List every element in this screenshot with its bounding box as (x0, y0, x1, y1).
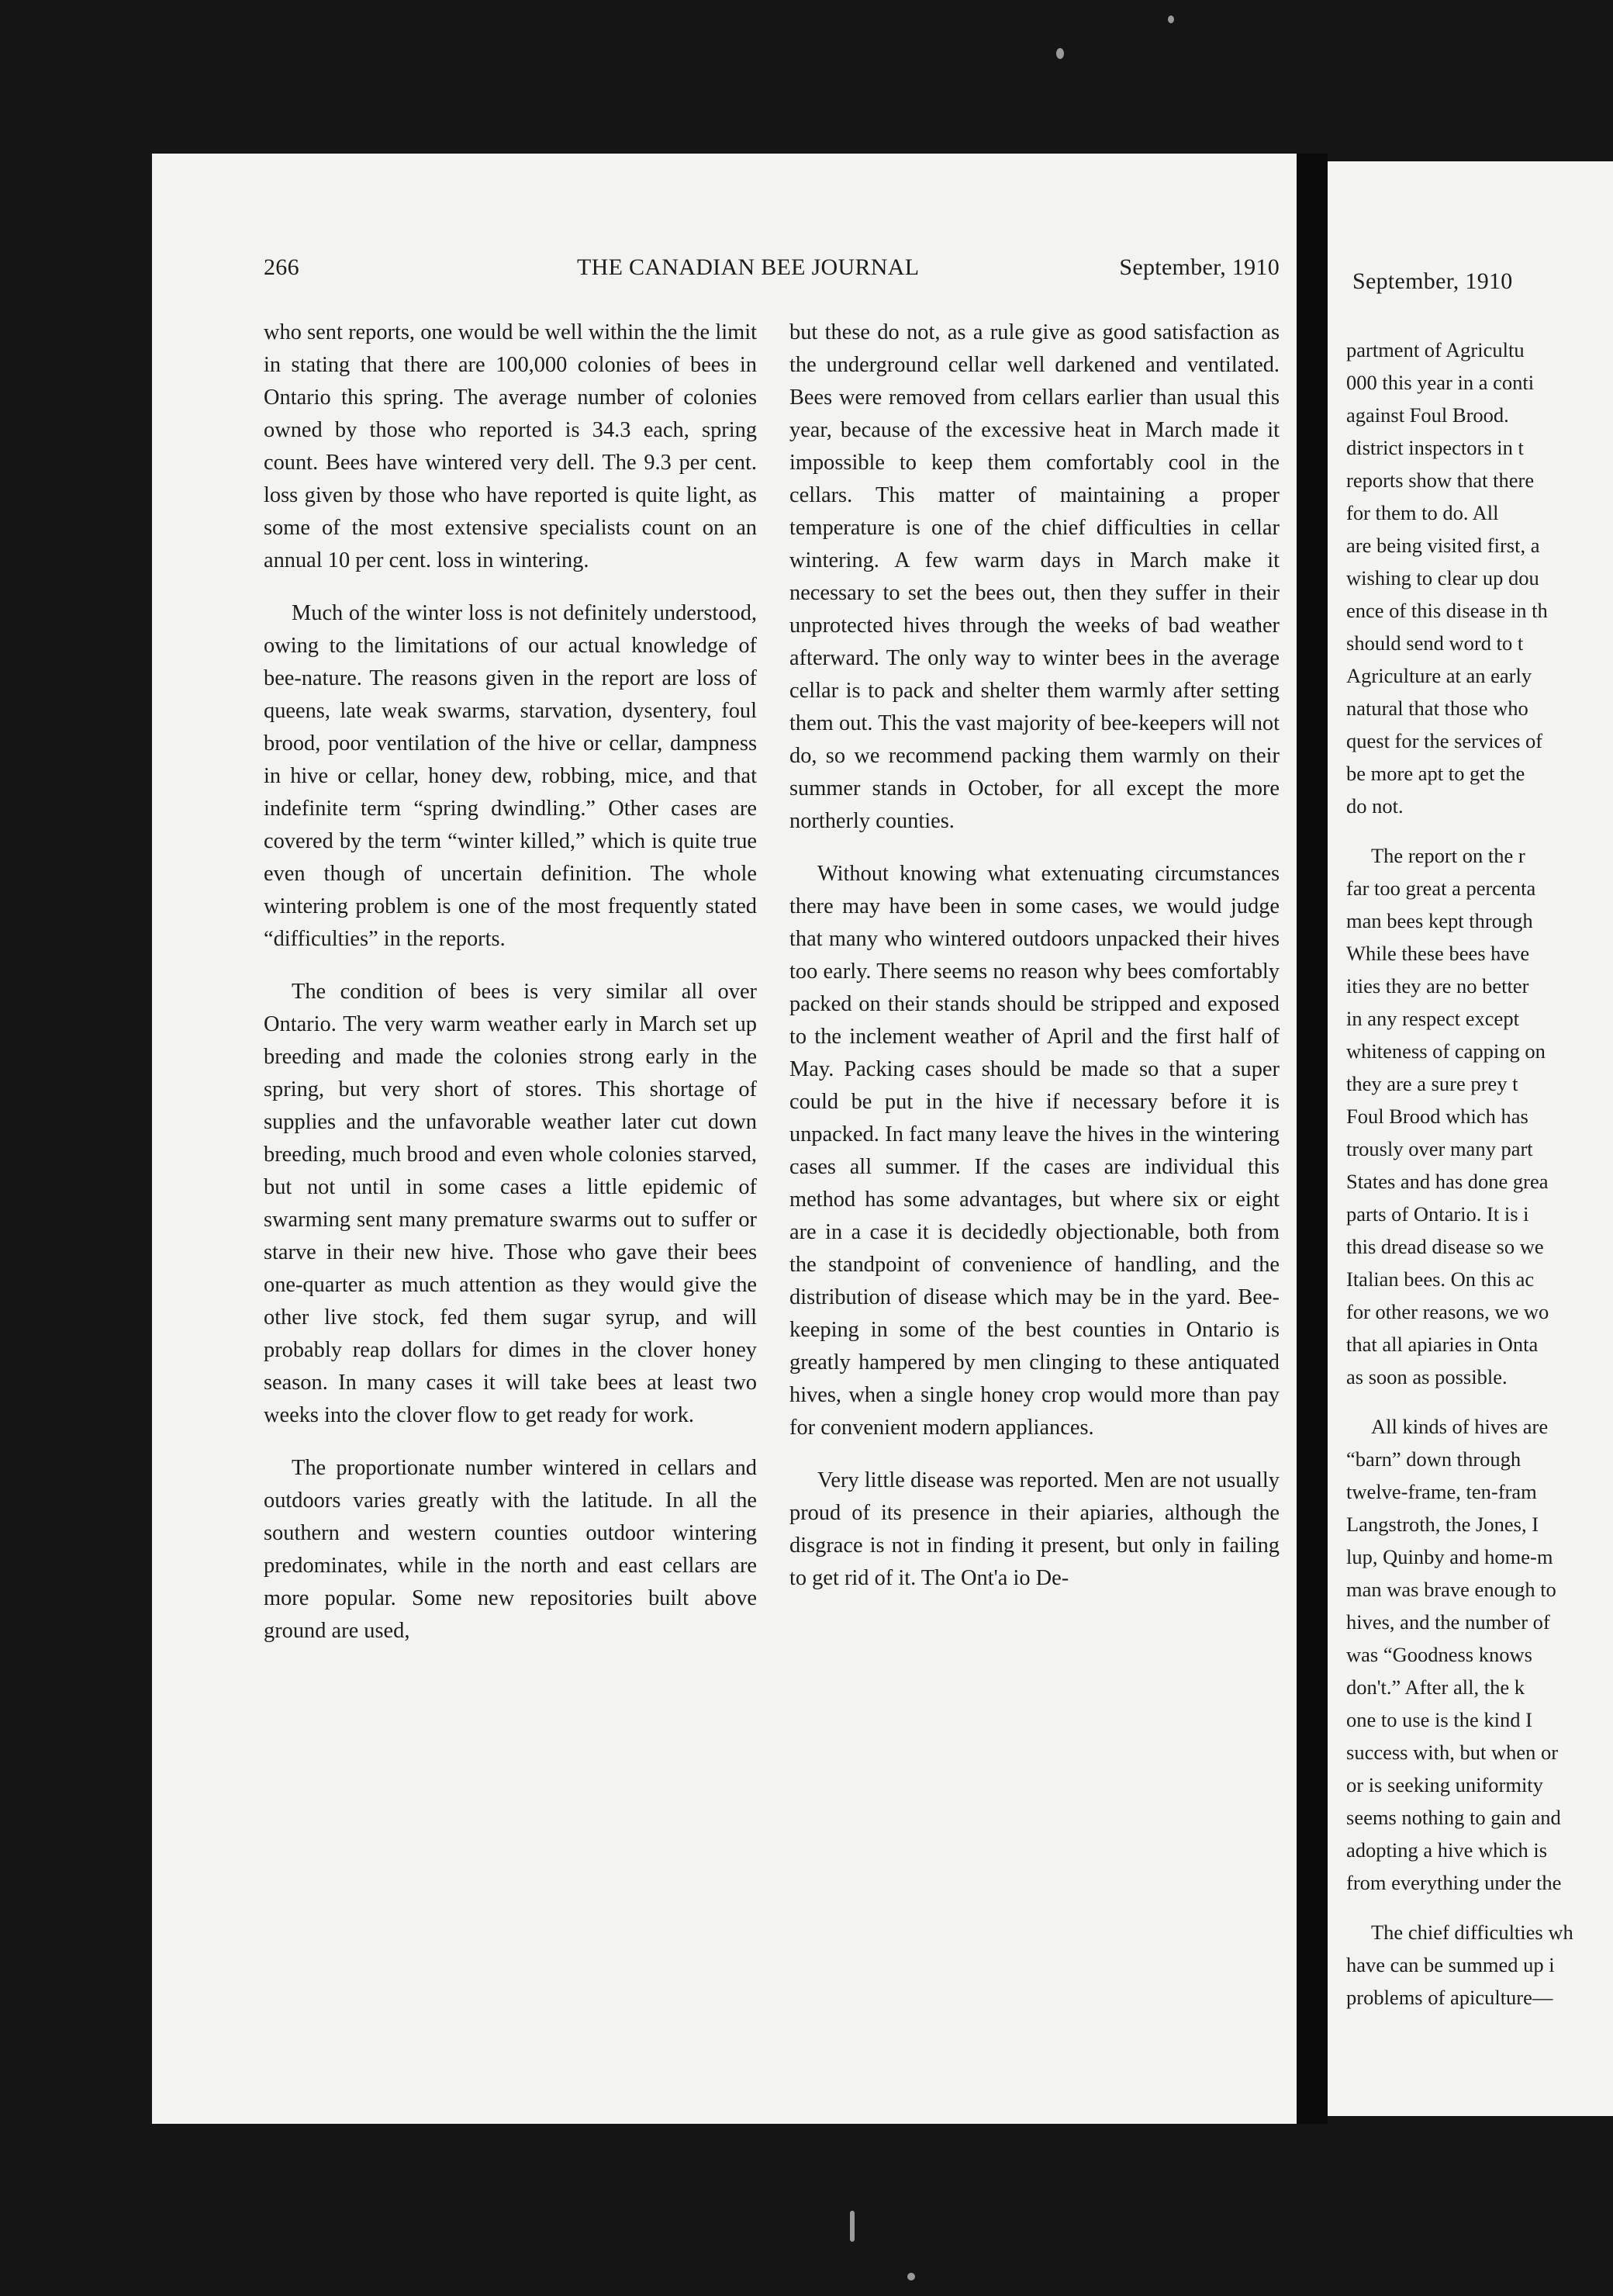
text-line: from everything under the (1346, 1871, 1562, 1894)
text-line: that all apiaries in Onta (1346, 1333, 1539, 1356)
text-line: man was brave enough to (1346, 1578, 1556, 1601)
text-line: far too great a percenta (1346, 877, 1536, 900)
paragraph: Much of the winter loss is not definitely understood, owing to the limitations of our actual knowledge of bee-nature. The reasons given in the report are loss of queens, late weak swarms, starvation, dysentery, foul brood, poor ventilation of the hive or cellar, dampness in hive or cellar, honey dew, robbing, mice, and that indefinite term “spring dwindling.” Other cases are covered by the term “winter killed,” which is quite true even though of uncertain definition. The whole wintering problem is one of the most frequently stated “difficulties” in the reports. (264, 601, 757, 951)
right-page-header (1352, 268, 1608, 307)
header-date: September, 1910 (1352, 268, 1513, 294)
text-line: do not. (1346, 794, 1404, 818)
paragraph: The proportionate number wintered in cellars and outdoors varies greatly with the latitude. In all the southern and western counties outdoor wintering predominates, while in the north and east cellars are more popular. Some new repositories built above ground are used, (264, 1456, 757, 1643)
paragraph: but these do not, as a rule give as good satisfaction as the underground cellar well darkened and ventilated. Bees were removed from cellars earlier than usual this year, because of the excessive heat in March made it impossible to keep them comfortably cool in the cellars. This matter of maintaining a proper temperature is one of the chief difficulties in cellar wintering. A few warm days in March make it necessary to set the bees out, then they suffer in their unprotected hives through the weeks of bad weather afterward. The only way to winter bees in the average cellar is to pack and shelter them warmly after setting them out. This the vast majority of bee-keepers will not do, so we recommend packing them warmly on their summer stands in October, for all except the more northerly counties. (789, 320, 1280, 833)
text-line: While these bees have (1346, 942, 1530, 965)
text-line: natural that those who (1346, 697, 1528, 720)
text-line: hives, and the number of (1346, 1610, 1550, 1634)
text-line: seems nothing to gain and (1346, 1806, 1561, 1829)
text-line: The report on the r (1371, 844, 1525, 867)
text-line: for other reasons, we wo (1346, 1300, 1549, 1323)
text-line: reports show that there (1346, 469, 1535, 492)
film-speck (1168, 16, 1174, 23)
article-column-2 (789, 316, 1280, 1615)
book-gutter (1297, 154, 1328, 2124)
paragraph: Very little disease was reported. Men are not usually proud of its presence in their apiaries, although the disgrace is not in finding it present, but only in failing to get rid of it. The Ont'a io De- (789, 1468, 1280, 1590)
text-line: parts of Ontario. It is i (1346, 1202, 1529, 1226)
text-line: don't.” After all, the k (1346, 1675, 1525, 1699)
paragraph (1346, 334, 1613, 822)
text-line: Foul Brood which has (1346, 1105, 1528, 1128)
paragraph (1346, 1916, 1613, 2014)
film-speck (1056, 48, 1064, 59)
text-line: trously over many part (1346, 1137, 1533, 1160)
text-line: are being visited first, a (1346, 534, 1540, 557)
text-line: Langstroth, the Jones, I (1346, 1513, 1539, 1536)
paragraph: who sent reports, one would be well within the the limit in stating that there are 100,000 colonies of bees in Ontario this spring. The average number of colonies owned by those who reported is 34.3 each, spring count. Bees have wintered very dell. The 9.3 per cent. loss given by those who have reported is quite light, as some of the most extensive specialists count on an annual 10 per cent. loss in wintering. (264, 320, 757, 572)
text-line: whiteness of capping on (1346, 1039, 1546, 1063)
text-line: wishing to clear up dou (1346, 566, 1539, 590)
right-page-column (1346, 334, 1613, 2031)
text-line: have can be summed up i (1346, 1953, 1555, 1976)
text-line: ities they are no better (1346, 974, 1529, 998)
text-line: Agriculture at an early (1346, 664, 1532, 687)
text-line: man bees kept through (1346, 909, 1533, 932)
text-line: district inspectors in t (1346, 436, 1524, 459)
text-line: as soon as possible. (1346, 1365, 1508, 1388)
text-line: problems of apiculture— (1346, 1986, 1553, 2009)
paragraph (1346, 839, 1613, 1393)
text-line: “barn” down through (1346, 1447, 1521, 1471)
running-title: THE CANADIAN BEE JOURNAL (577, 254, 920, 280)
paragraph (1346, 1410, 1613, 1899)
article-column-1 (264, 316, 757, 1668)
text-line: this dread disease so we (1346, 1235, 1544, 1258)
page-number: 266 (264, 254, 299, 280)
text-line: or is seeking uniformity (1346, 1773, 1543, 1796)
text-line: twelve-frame, ten-fram (1346, 1480, 1537, 1503)
text-line: was “Goodness knows (1346, 1643, 1532, 1666)
paragraph: Without knowing what extenuating circumstances there may have been in some cases, we would judge that many who wintered outdoors unpacked their hives too early. There seems no reason why bees comfortably packed on their stands should be stripped and exposed to the inclement weather of April and the first half of May. Packing cases should be made so that a super could be put in the hive if necessary before it is unpacked. In fact many leave the hives in the wintering cases all summer. If the cases are individual this method has some advantages, but where six or eight are in a case it is decidedly objectionable, both from the standpoint of convenience of handling, and the distribution of disease which may be in the yard. Bee-keeping in some of the best counties in Ontario is greatly hampered by men clinging to these antiquated hives, when a single honey crop would more than pay for convenient modern appliances. (789, 862, 1280, 1440)
text-line: in any respect except (1346, 1007, 1519, 1030)
text-line: against Foul Brood. (1346, 403, 1509, 427)
text-line: 000 this year in a conti (1346, 371, 1535, 394)
film-speck (850, 2211, 855, 2242)
left-page-header (264, 254, 1280, 293)
text-line: ence of this disease in th (1346, 599, 1548, 622)
film-speck (907, 2273, 915, 2280)
text-line: lup, Quinby and home-m (1346, 1545, 1553, 1568)
text-line: one to use is the kind I (1346, 1708, 1532, 1731)
text-line: The chief difficulties wh (1371, 1921, 1573, 1944)
text-line: States and has done grea (1346, 1170, 1549, 1193)
text-line: quest for the services of (1346, 729, 1543, 752)
text-line: for them to do. All (1346, 501, 1499, 524)
paragraph: The condition of bees is very similar all over Ontario. The very warm weather early in March set up breeding and made the colonies strong early in the spring, but very short of stores. This shortage of supplies and the unfavorable weather later cut down breeding, much brood and even whole colonies starved, but not until in some cases a little epidemic of swarming sent many premature swarms out to suffer or starve in their new hive. Those who gave their bees one-quarter as much attention as they would give the other live stock, fed them sugar syrup, and will probably reap dollars for dimes in the clover honey season. In many cases it will take bees at least two weeks into the clover flow to get ready for work. (264, 980, 757, 1427)
text-line: should send word to t (1346, 631, 1524, 655)
text-line: adopting a hive which is (1346, 1838, 1548, 1862)
text-line: they are a sure prey t (1346, 1072, 1518, 1095)
text-line: All kinds of hives are (1371, 1415, 1549, 1438)
header-date: September, 1910 (1119, 254, 1280, 280)
text-line: Italian bees. On this ac (1346, 1267, 1535, 1291)
text-line: partment of Agricultu (1346, 338, 1525, 361)
text-line: be more apt to get the (1346, 762, 1525, 785)
text-line: success with, but when or (1346, 1741, 1559, 1764)
